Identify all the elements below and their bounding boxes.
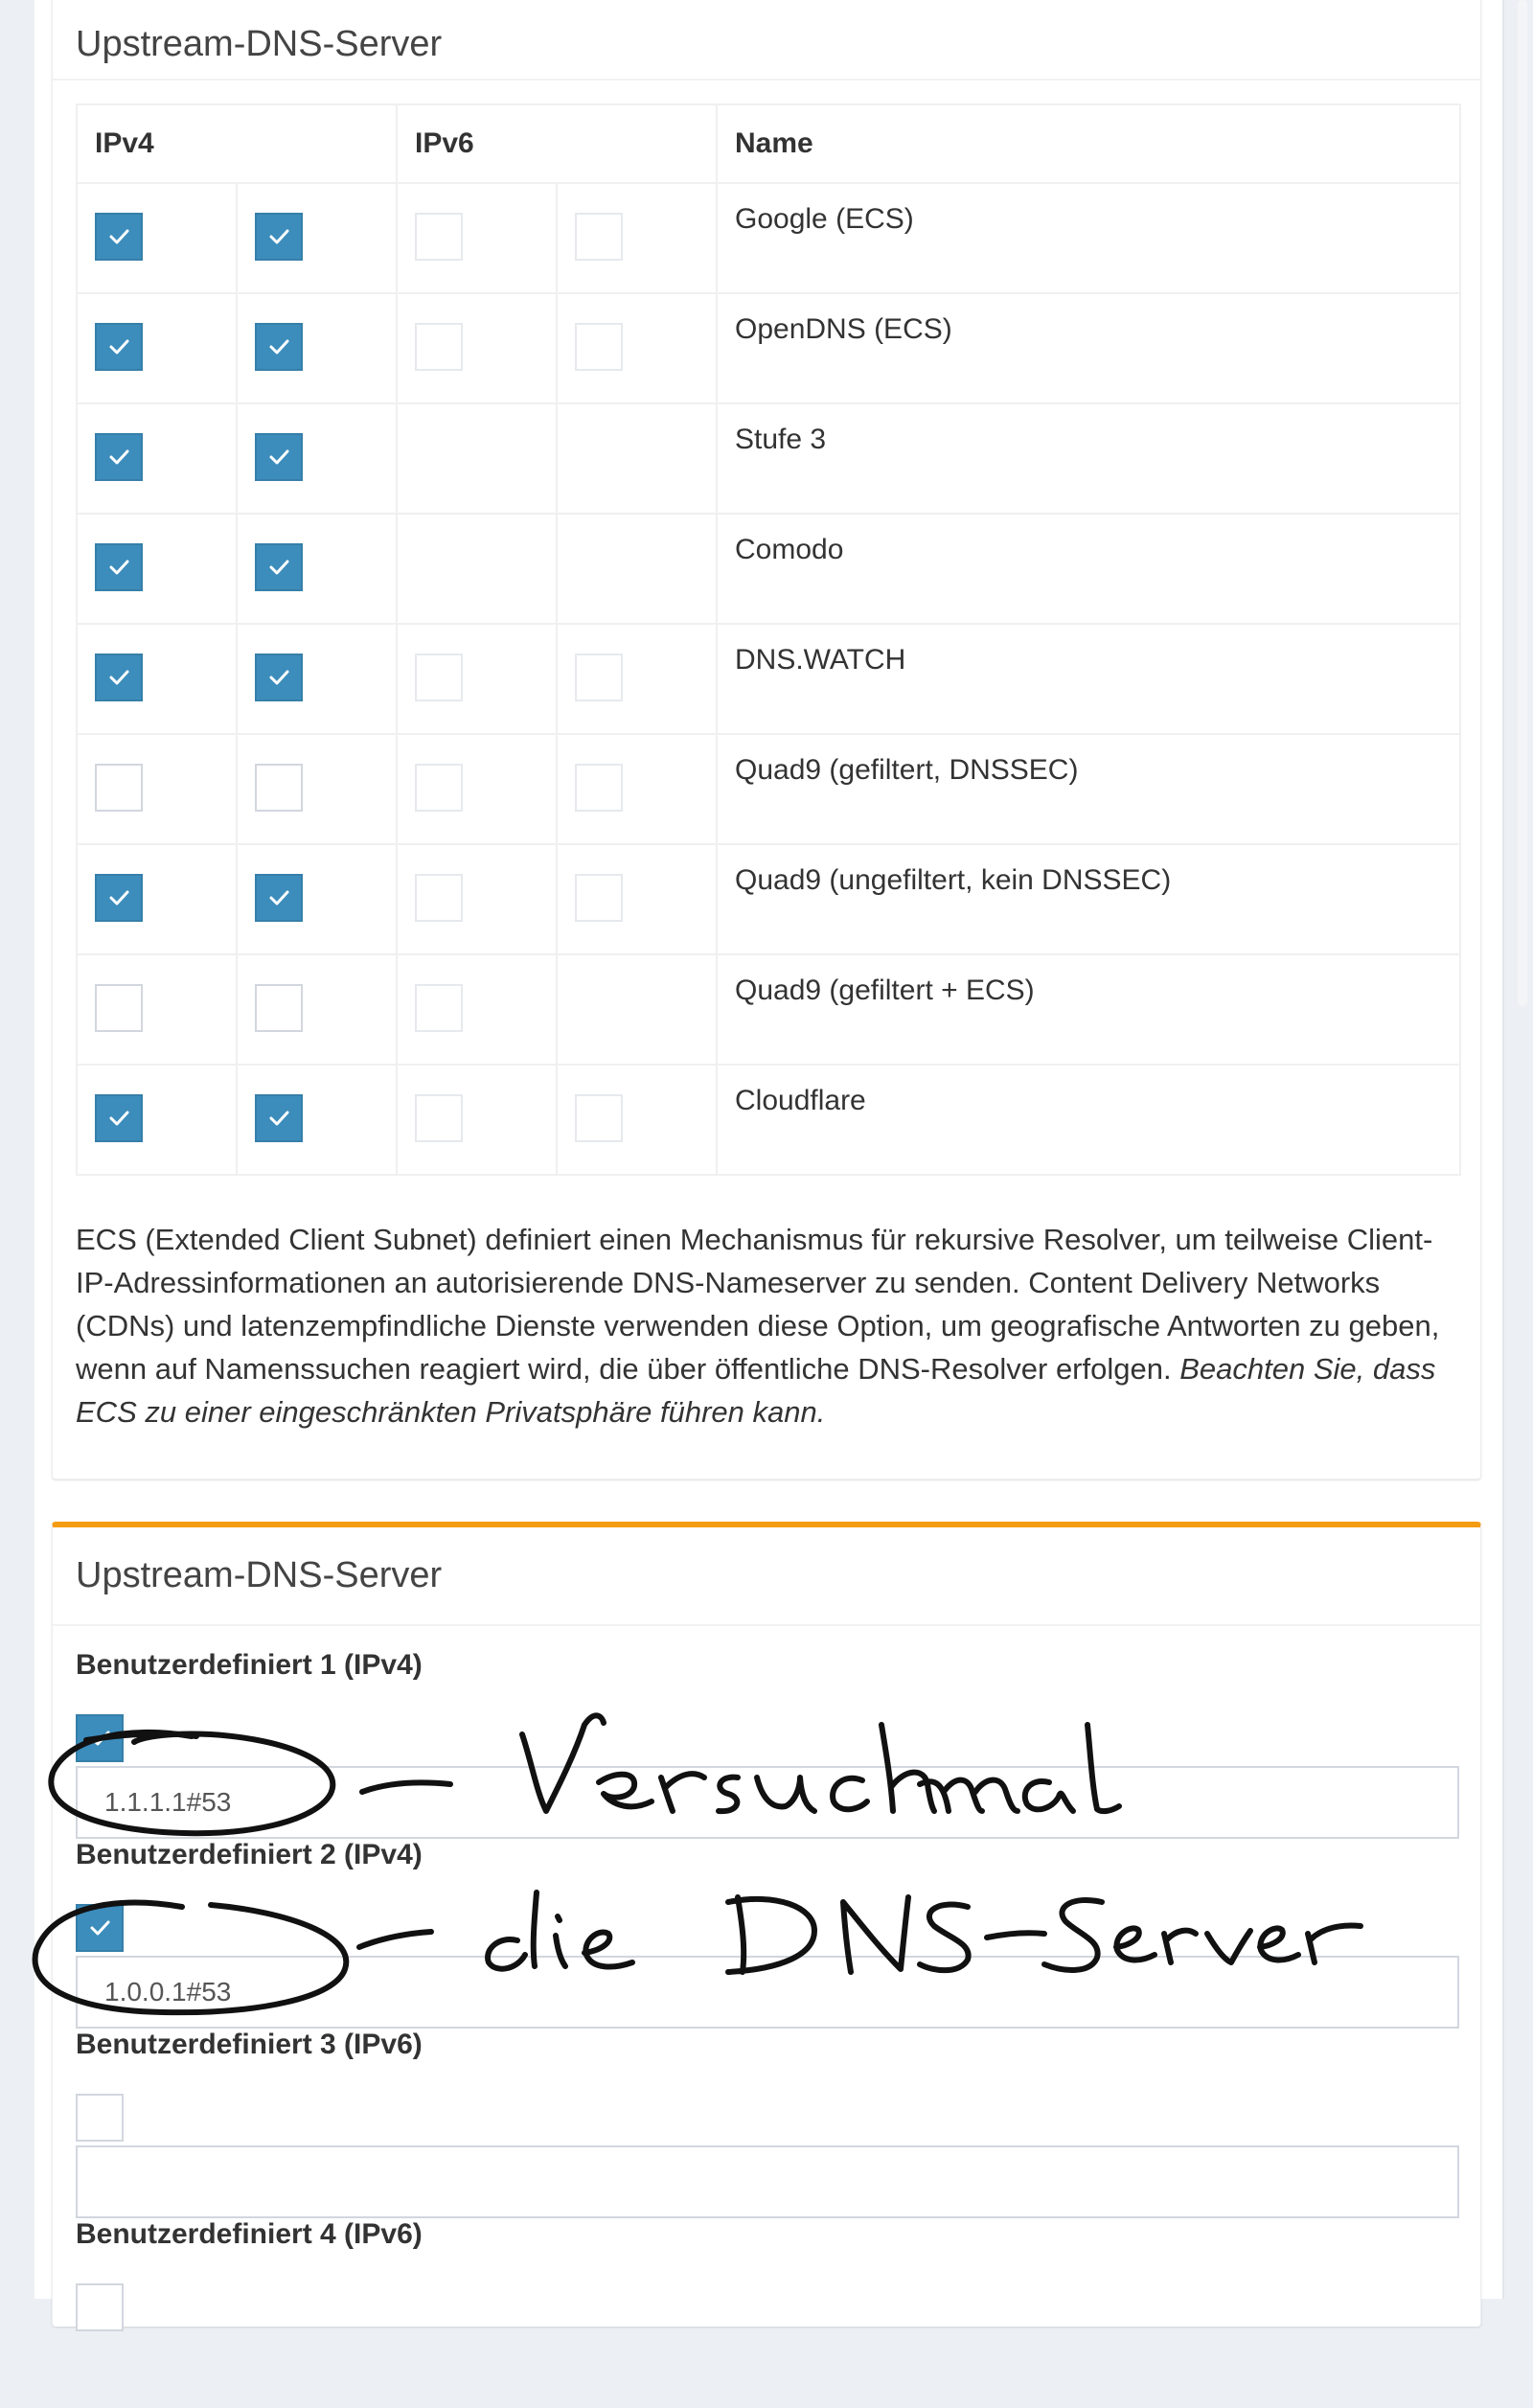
ipv4-checkbox[interactable] <box>255 213 303 261</box>
ecs-explanation <box>76 1218 1459 1433</box>
custom-fields <box>53 1626 1480 2408</box>
checkmark-icon <box>264 553 293 582</box>
checkbox-cell <box>237 293 397 403</box>
checkbox-cell <box>397 514 557 624</box>
checkmark-icon <box>104 1104 133 1133</box>
custom-dns-label: Benutzerdefiniert 3 (IPv6) <box>76 2029 423 2060</box>
panel-title: Upstream-DNS-Server <box>53 1527 1480 1626</box>
ipv6-checkbox[interactable] <box>415 323 463 371</box>
ipv4-checkbox[interactable] <box>95 543 143 591</box>
ipv6-checkbox[interactable] <box>575 764 623 812</box>
checkbox-cell <box>237 624 397 734</box>
table-row <box>77 403 1460 514</box>
header-name: Name <box>717 104 1460 183</box>
custom-dns-label: Benutzerdefiniert 1 (IPv4) <box>76 1649 423 1681</box>
custom-upstream-dns-panel <box>52 1522 1481 2327</box>
checkbox-cell <box>557 1065 717 1175</box>
ipv4-checkbox[interactable] <box>255 764 303 812</box>
checkbox-cell <box>77 293 237 403</box>
table-header-row <box>77 104 1460 183</box>
checkmark-icon <box>85 1724 114 1753</box>
panel-title: Upstream-DNS-Server <box>53 0 1480 80</box>
ipv4-checkbox[interactable] <box>95 984 143 1032</box>
checkbox-cell <box>77 954 237 1065</box>
checkmark-icon <box>264 663 293 692</box>
ipv6-checkbox[interactable] <box>575 874 623 922</box>
ipv4-checkbox[interactable] <box>95 874 143 922</box>
checkbox-cell <box>237 954 397 1065</box>
checkbox-cell <box>557 844 717 954</box>
ipv4-checkbox[interactable] <box>95 213 143 261</box>
ipv6-checkbox[interactable] <box>415 213 463 261</box>
dns-server-table <box>76 103 1461 1176</box>
checkbox-cell <box>77 624 237 734</box>
checkbox-cell <box>397 183 557 293</box>
ipv6-checkbox[interactable] <box>415 654 463 701</box>
server-name: Quad9 (ungefiltert, kein DNSSEC) <box>717 844 1460 954</box>
ipv4-checkbox[interactable] <box>95 1094 143 1142</box>
ipv4-checkbox[interactable] <box>95 764 143 812</box>
panel-body <box>53 80 1480 1433</box>
checkbox-cell <box>77 183 237 293</box>
ipv6-checkbox[interactable] <box>415 984 463 1032</box>
checkmark-icon <box>264 1104 293 1133</box>
server-name: Google (ECS) <box>717 183 1460 293</box>
checkbox-cell <box>237 844 397 954</box>
checkbox-cell <box>557 624 717 734</box>
checkmark-icon <box>264 883 293 912</box>
checkmark-icon <box>104 222 133 251</box>
ipv4-checkbox[interactable] <box>255 1094 303 1142</box>
server-name: OpenDNS (ECS) <box>717 293 1460 403</box>
custom-dns-field-group <box>76 1839 1457 2029</box>
server-name: Stufe 3 <box>717 403 1460 514</box>
server-name: DNS.WATCH <box>717 624 1460 734</box>
custom-dns-input[interactable] <box>76 2145 1459 2218</box>
ipv4-checkbox[interactable] <box>255 323 303 371</box>
table-row <box>77 844 1460 954</box>
checkbox-cell <box>77 1065 237 1175</box>
custom-dns-checkbox[interactable] <box>76 2283 124 2331</box>
checkbox-cell <box>77 844 237 954</box>
custom-dns-checkbox[interactable] <box>76 2094 124 2142</box>
ipv4-checkbox[interactable] <box>95 323 143 371</box>
ipv4-checkbox[interactable] <box>255 984 303 1032</box>
checkmark-icon <box>104 553 133 582</box>
ipv4-checkbox[interactable] <box>95 433 143 481</box>
ipv4-checkbox[interactable] <box>95 654 143 701</box>
ipv6-checkbox[interactable] <box>575 323 623 371</box>
table-row <box>77 624 1460 734</box>
checkbox-cell <box>237 1065 397 1175</box>
custom-dns-label: Benutzerdefiniert 4 (IPv6) <box>76 2218 423 2250</box>
table-row <box>77 1065 1460 1175</box>
checkbox-cell <box>77 734 237 844</box>
checkmark-icon <box>104 443 133 471</box>
checkbox-cell <box>557 183 717 293</box>
checkbox-cell <box>397 1065 557 1175</box>
checkbox-cell <box>237 514 397 624</box>
checkbox-cell <box>397 844 557 954</box>
checkbox-cell <box>557 954 717 1065</box>
checkbox-cell <box>237 403 397 514</box>
ipv4-checkbox[interactable] <box>255 874 303 922</box>
server-name: Cloudflare <box>717 1065 1460 1175</box>
checkmark-icon <box>85 1914 114 1942</box>
ipv6-checkbox[interactable] <box>575 654 623 701</box>
custom-dns-field-group <box>76 2218 1457 2408</box>
checkbox-cell <box>237 734 397 844</box>
custom-dns-checkbox[interactable] <box>76 1714 124 1762</box>
checkbox-cell <box>397 403 557 514</box>
ipv4-checkbox[interactable] <box>255 543 303 591</box>
checkbox-cell <box>77 403 237 514</box>
header-ipv6: IPv6 <box>397 104 717 183</box>
ipv6-checkbox[interactable] <box>575 1094 623 1142</box>
checkmark-icon <box>264 443 293 471</box>
checkbox-cell <box>77 514 237 624</box>
checkmark-icon <box>104 663 133 692</box>
ipv4-checkbox[interactable] <box>255 433 303 481</box>
server-name: Quad9 (gefiltert + ECS) <box>717 954 1460 1065</box>
scrollbar-track[interactable] <box>1502 0 1533 2299</box>
custom-dns-input[interactable]: 1.1.1.1#53 <box>76 1766 1459 1839</box>
custom-dns-field-group <box>76 1649 1457 1839</box>
server-name: Comodo <box>717 514 1460 624</box>
header-ipv4: IPv4 <box>77 104 397 183</box>
custom-dns-checkbox[interactable] <box>76 1904 124 1952</box>
ipv6-checkbox[interactable] <box>415 874 463 922</box>
table-row <box>77 183 1460 293</box>
ipv6-checkbox[interactable] <box>415 764 463 812</box>
checkbox-cell <box>557 514 717 624</box>
checkbox-cell <box>237 183 397 293</box>
ipv6-checkbox[interactable] <box>415 1094 463 1142</box>
checkmark-icon <box>264 222 293 251</box>
table-row <box>77 293 1460 403</box>
ipv6-checkbox[interactable] <box>575 213 623 261</box>
custom-dns-input[interactable]: 1.0.0.1#53 <box>76 1956 1459 2029</box>
table-row <box>77 514 1460 624</box>
checkbox-cell <box>557 403 717 514</box>
table-row <box>77 954 1460 1065</box>
checkmark-icon <box>264 333 293 361</box>
ecs-privacy-warning: Beachten Sie, dass ECS zu einer eingeschränkten Privatsphäre führen kann. <box>76 1352 1436 1429</box>
upstream-dns-panel <box>52 0 1481 1479</box>
server-name: Quad9 (gefiltert, DNSSEC) <box>717 734 1460 844</box>
checkbox-cell <box>397 954 557 1065</box>
checkbox-cell <box>397 734 557 844</box>
ipv4-checkbox[interactable] <box>255 654 303 701</box>
checkbox-cell <box>397 624 557 734</box>
checkbox-cell <box>557 734 717 844</box>
custom-dns-field-group <box>76 2029 1457 2218</box>
table-row <box>77 734 1460 844</box>
checkmark-icon <box>104 333 133 361</box>
checkmark-icon <box>104 883 133 912</box>
ecs-explanation-text: ECS (Extended Client Subnet) definiert einen Mechanismus für rekursive Resolver, um teilweise Client-IP-Adressinformationen an autorisierende DNS-Nameserver zu senden. Content Delivery Networks (CDNs) und latenzempfindliche Dienste verwenden diese Option, um geografische Antworten zu geben, wenn auf Namenssuchen reagiert wird, die über öffentliche DNS-Resolver erfolgen. <box>76 1223 1440 1386</box>
checkbox-cell <box>397 293 557 403</box>
checkbox-cell <box>557 293 717 403</box>
scrollbar-thumb[interactable] <box>1518 0 1527 1006</box>
custom-dns-label: Benutzerdefiniert 2 (IPv4) <box>76 1839 423 1870</box>
